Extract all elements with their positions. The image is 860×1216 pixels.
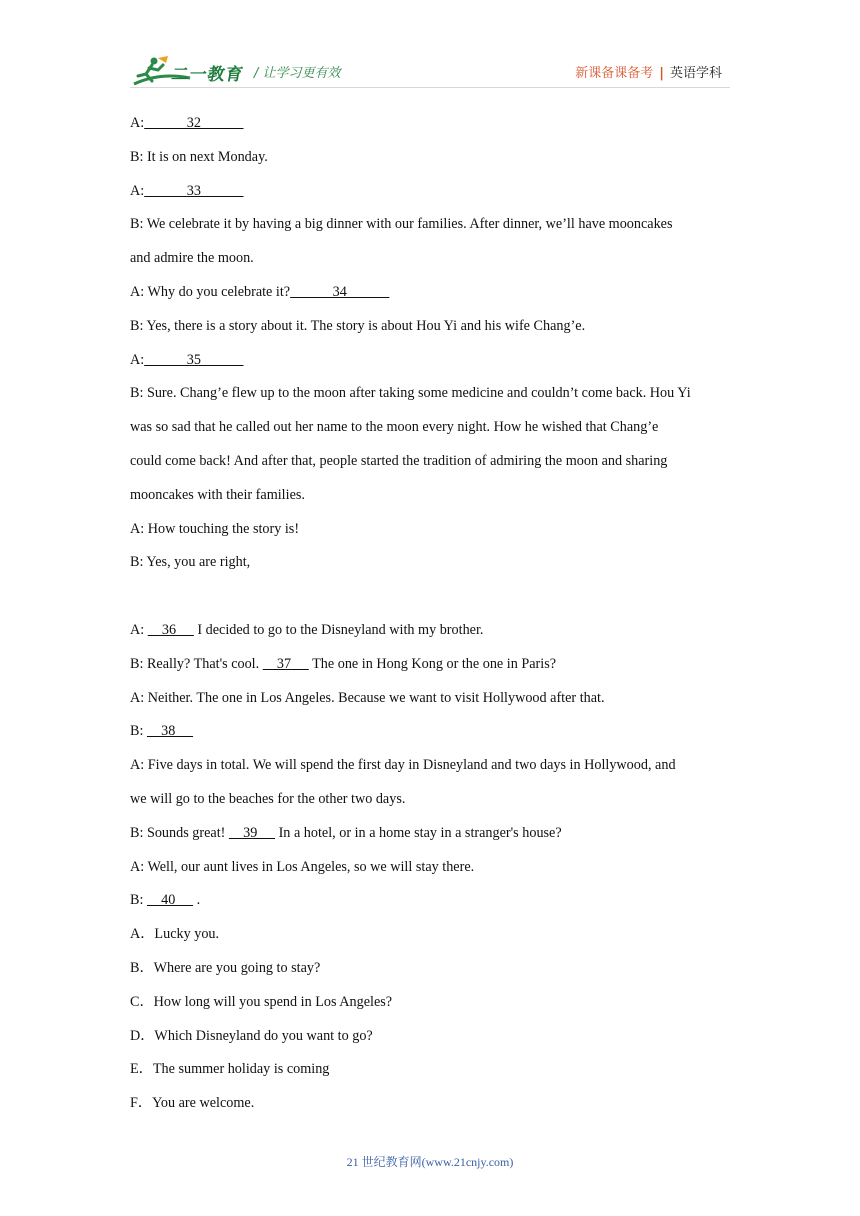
- text-line: [130, 749, 735, 783]
- line-text: A: Why do you celebrate it?: [130, 283, 291, 300]
- text-line: [130, 851, 735, 885]
- text-line: [130, 513, 735, 547]
- text-line: [130, 817, 735, 851]
- text-line: [130, 445, 735, 479]
- answer-blank: 37: [262, 655, 309, 672]
- header-slogan: / 让学习更有效: [254, 66, 341, 81]
- text-line: [130, 141, 735, 175]
- header-subject-label: 英语学科: [669, 66, 722, 81]
- line-text: B: It is on next Monday.: [130, 148, 268, 165]
- answer-blank: 34: [290, 283, 390, 300]
- document-body: [130, 107, 735, 1121]
- line-text: A: Five days in total. We will spend the first day in Disneyland and two days in Hollywood, and: [130, 757, 676, 774]
- line-text: A: How touching the story is!: [130, 520, 300, 537]
- logo-text: 二一教育: [169, 65, 246, 85]
- text-line: [130, 1020, 735, 1054]
- text-line: [130, 715, 735, 749]
- line-text: .: [193, 892, 201, 909]
- text-line: [130, 952, 735, 986]
- line-text: B:: [130, 723, 147, 740]
- text-line: [130, 344, 735, 378]
- line-text: B: Really? That's cool.: [130, 655, 263, 672]
- line-text: In a hotel, or in a home stay in a stranger's house?: [275, 824, 562, 841]
- line-text: The one in Hong Kong or the one in Paris?: [308, 655, 557, 672]
- line-text: B: Sounds great!: [130, 824, 229, 841]
- line-text: I decided to go to the Disneyland with my brother.: [193, 621, 484, 638]
- line-text: was so sad that he called out her name to the moon every night. How he wished that Chang’e: [130, 419, 659, 436]
- line-text: C．How long will you spend in Los Angeles?: [130, 993, 393, 1010]
- page-header: [0, 0, 860, 100]
- text-line: [130, 1053, 735, 1087]
- page-footer: 21 世纪教育网(www.21cnjy.com): [346, 1155, 514, 1169]
- answer-blank: 40: [146, 892, 194, 909]
- line-text: F．You are welcome.: [130, 1095, 255, 1112]
- text-line: [130, 884, 735, 918]
- answer-blank: 32: [144, 115, 244, 131]
- line-text: A:: [130, 351, 145, 368]
- line-text: A:: [130, 115, 145, 131]
- text-line: [130, 479, 735, 513]
- header-separator: |: [659, 66, 664, 81]
- line-text: A:: [130, 182, 145, 199]
- header-divider: [130, 87, 730, 88]
- text-line: [130, 986, 735, 1020]
- text-line: [130, 1087, 735, 1121]
- line-text: mooncakes with their families.: [130, 486, 305, 503]
- text-line: [130, 242, 735, 276]
- line-text: A．Lucky you.: [130, 926, 220, 943]
- line-text: B:: [130, 892, 147, 909]
- line-text: B: Yes, you are right,: [130, 554, 251, 571]
- answer-blank: 38: [146, 723, 194, 740]
- text-line: [130, 918, 735, 952]
- text-line: [130, 580, 735, 614]
- text-line: [130, 546, 735, 580]
- line-text: B: Sure. Chang’e flew up to the moon after taking some medicine and couldn’t come back. Hou Yi: [130, 385, 691, 402]
- line-text: A: Well, our aunt lives in Los Angeles, so we will stay there.: [130, 858, 475, 875]
- line-text: E．The summer holiday is coming: [130, 1061, 330, 1078]
- text-line: [130, 411, 735, 445]
- line-text: B: We celebrate it by having a big dinner with our families. After dinner, we’ll have mooncakes: [130, 216, 673, 233]
- line-text: B: Yes, there is a story about it. The story is about Hou Yi and his wife Chang’e.: [130, 317, 586, 334]
- line-text: B．Where are you going to stay?: [130, 959, 321, 976]
- text-line: [130, 682, 735, 716]
- text-line: [130, 276, 735, 310]
- text-line: [130, 175, 735, 209]
- text-line: [130, 377, 735, 411]
- header-course-label: 新课备课备考: [575, 66, 654, 81]
- line-text: A:: [130, 621, 148, 638]
- line-text: we will go to the beaches for the other two days.: [130, 790, 406, 807]
- answer-blank: 39: [228, 824, 276, 841]
- text-line: [130, 783, 735, 817]
- header-subject: [575, 62, 722, 81]
- answer-blank: 35: [144, 351, 244, 368]
- line-text: could come back! And after that, people started the tradition of admiring the moon and sharing: [130, 452, 668, 469]
- answer-blank: 36: [147, 621, 194, 638]
- line-text: A: Neither. The one in Los Angeles. Because we want to visit Hollywood after that.: [130, 689, 605, 706]
- answer-blank: 33: [144, 182, 244, 199]
- text-line: [130, 208, 735, 242]
- text-line: [130, 614, 735, 648]
- line-text: and admire the moon.: [130, 250, 254, 267]
- text-line: [130, 107, 735, 141]
- text-line: [130, 648, 735, 682]
- line-text: D．Which Disneyland do you want to go?: [130, 1027, 373, 1044]
- text-line: [130, 310, 735, 344]
